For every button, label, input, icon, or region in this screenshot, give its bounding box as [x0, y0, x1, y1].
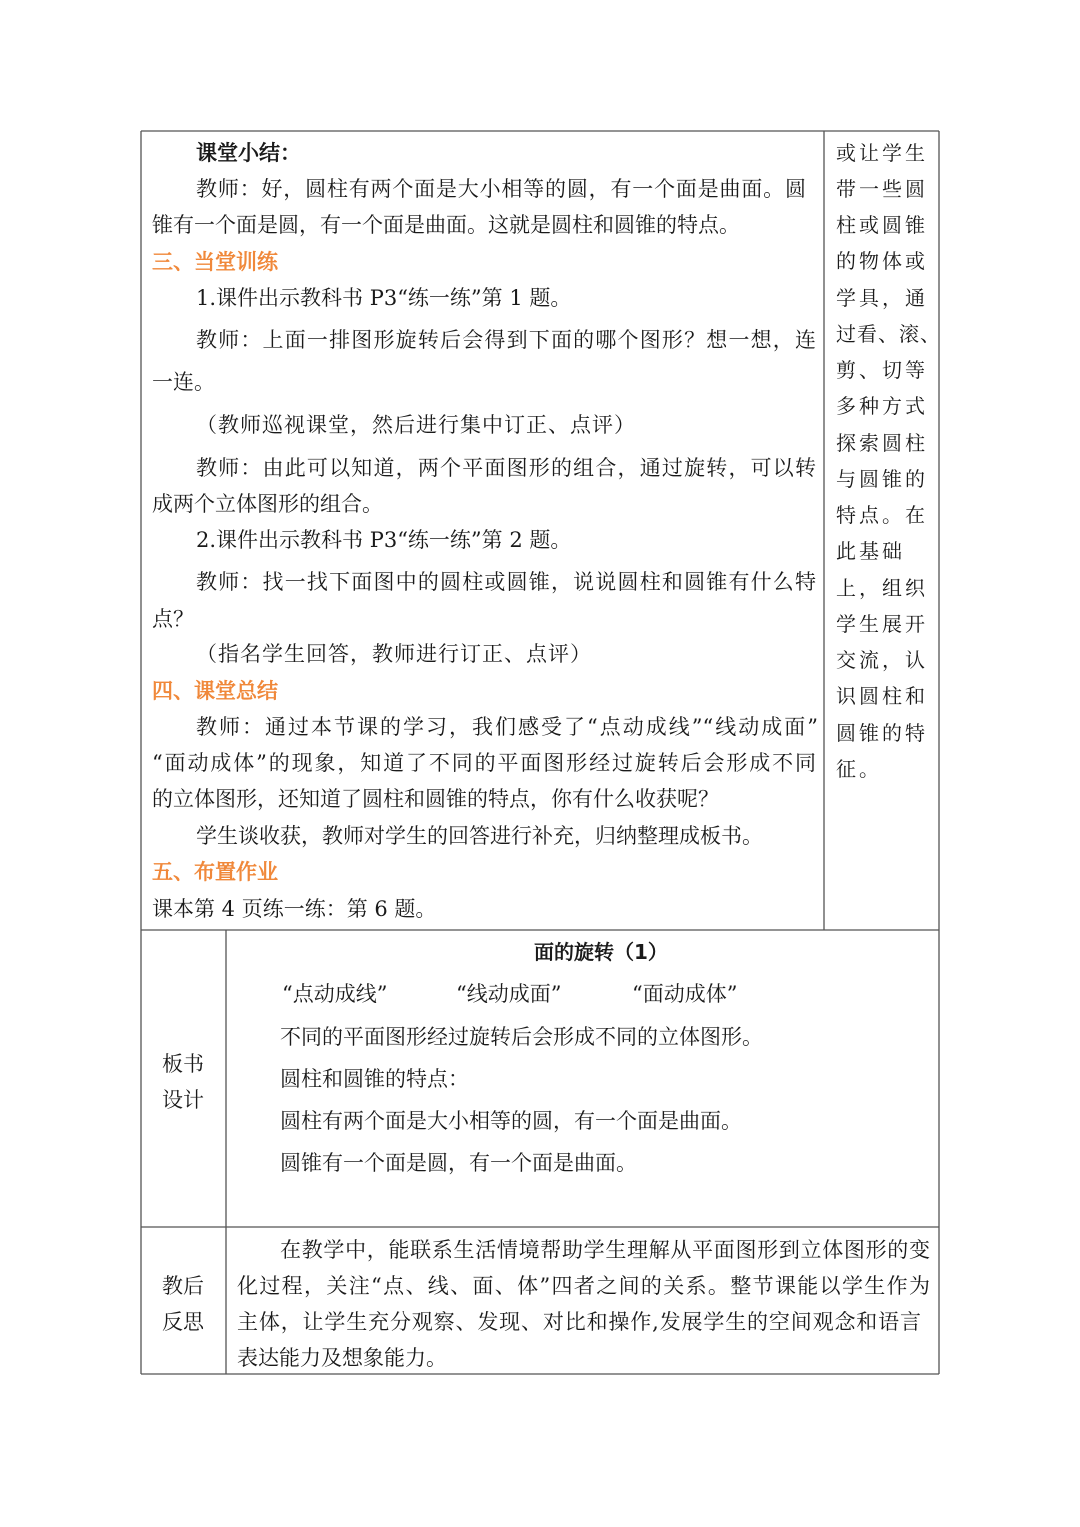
board-phrase-2: “线动成面”	[456, 982, 562, 1006]
board-phrase-3: “面动成体”	[632, 982, 738, 1006]
summary-line-2: 锥有一个面是圆，有一个面是曲面。这就是圆柱和圆锥的特点。	[152, 213, 740, 237]
board-label-1: 板书	[162, 1052, 204, 1076]
teacher-line-3a: 教师：找一找下面图中的圆柱或圆锥，说说圆柱和圆锥有什么特	[196, 570, 816, 594]
note-2: （指名学生回答，教师进行订正、点评）	[196, 642, 592, 666]
side-note: 圆锥的特	[836, 721, 928, 745]
board-line-1: 不同的平面图形经过旋转后会形成不同的立体图形。	[280, 1025, 763, 1049]
exercise-2: 2.课件出示教科书 P3“练一练”第 2 题。	[196, 528, 572, 552]
conclusion-line-3: 的立体图形，还知道了圆柱和圆锥的特点，你有什么收获呢？	[152, 787, 719, 811]
side-note: 特点。在	[836, 503, 928, 527]
summary-line-1: 教师：好，圆柱有两个面是大小相等的圆，有一个面是曲面。圆	[196, 177, 806, 201]
side-note: 过看、滚、	[836, 322, 941, 346]
reflection-label-1: 教后	[162, 1274, 204, 1298]
reflection-line-2: 化过程，关注“点、线、面、体”四者之间的关系。整节课能以学生作为	[237, 1274, 930, 1298]
note-1: （教师巡视课堂，然后进行集中订正、点评）	[196, 413, 636, 437]
section-4-heading: 四、课堂总结	[152, 679, 278, 703]
teacher-line-3b: 点？	[152, 607, 194, 631]
board-label-2: 设计	[162, 1088, 204, 1112]
side-note: 柱或圆锥	[836, 213, 928, 237]
homework-line: 课本第 4 页练一练：第 6 题。	[152, 897, 437, 921]
side-note: 或让学生	[836, 141, 928, 165]
board-phrase-1: “点动成线”	[282, 982, 388, 1006]
board-line-3: 圆柱有两个面是大小相等的圆，有一个面是曲面。	[280, 1109, 742, 1133]
section-5-heading: 五、布置作业	[152, 860, 278, 884]
side-note: 上，组织	[836, 576, 928, 600]
conclusion-line-2: “面动成体”的现象，知道了不同的平面图形经过旋转后会形成不同	[152, 751, 816, 775]
summary-title: 课堂小结：	[196, 140, 301, 165]
side-note: 的物体或	[836, 249, 928, 273]
side-note: 学具，通	[836, 286, 928, 310]
teacher-line-1b: 一连。	[152, 370, 215, 394]
exercise-1: 1.课件出示教科书 P3“练一练”第 1 题。	[196, 286, 572, 310]
side-note: 带一些圆	[836, 177, 928, 201]
board-title: 面的旋转（1）	[534, 940, 668, 964]
reflection-label-2: 反思	[162, 1310, 204, 1334]
teacher-line-2a: 教师：由此可以知道，两个平面图形的组合，通过旋转，可以转	[196, 456, 816, 480]
side-note: 与圆锥的	[836, 467, 928, 491]
teacher-line-1a: 教师：上面一排图形旋转后会得到下面的哪个图形？想一想，连	[196, 328, 816, 352]
conclusion-line-1: 教师：通过本节课的学习，我们感受了“点动成线”“线动成面”	[196, 715, 818, 739]
reflection-line-3: 主体，让学生充分观察、发现、对比和操作,发展学生的空间观念和语言	[237, 1310, 921, 1334]
side-note: 识圆柱和	[836, 684, 928, 708]
side-note: 征。	[836, 757, 882, 781]
reflection-line-1: 在教学中，能联系生活情境帮助学生理解从平面图形到立体图形的变	[280, 1238, 930, 1262]
teacher-line-2b: 成两个立体图形的组合。	[152, 492, 383, 516]
side-note: 交流，认	[836, 648, 928, 672]
board-line-4: 圆锥有一个面是圆，有一个面是曲面。	[280, 1151, 637, 1175]
reflection-line-4: 表达能力及想象能力。	[237, 1346, 447, 1370]
side-note: 多种方式	[836, 394, 928, 418]
board-line-2: 圆柱和圆锥的特点：	[280, 1067, 469, 1091]
side-note: 此基础	[836, 539, 905, 563]
side-note: 学生展开	[836, 612, 928, 636]
conclusion-line-4: 学生谈收获，教师对学生的回答进行补充，归纳整理成板书。	[196, 824, 763, 848]
section-3-heading: 三、当堂训练	[152, 250, 278, 274]
side-note: 剪、切等	[836, 358, 928, 382]
side-note: 探索圆柱	[836, 431, 928, 455]
